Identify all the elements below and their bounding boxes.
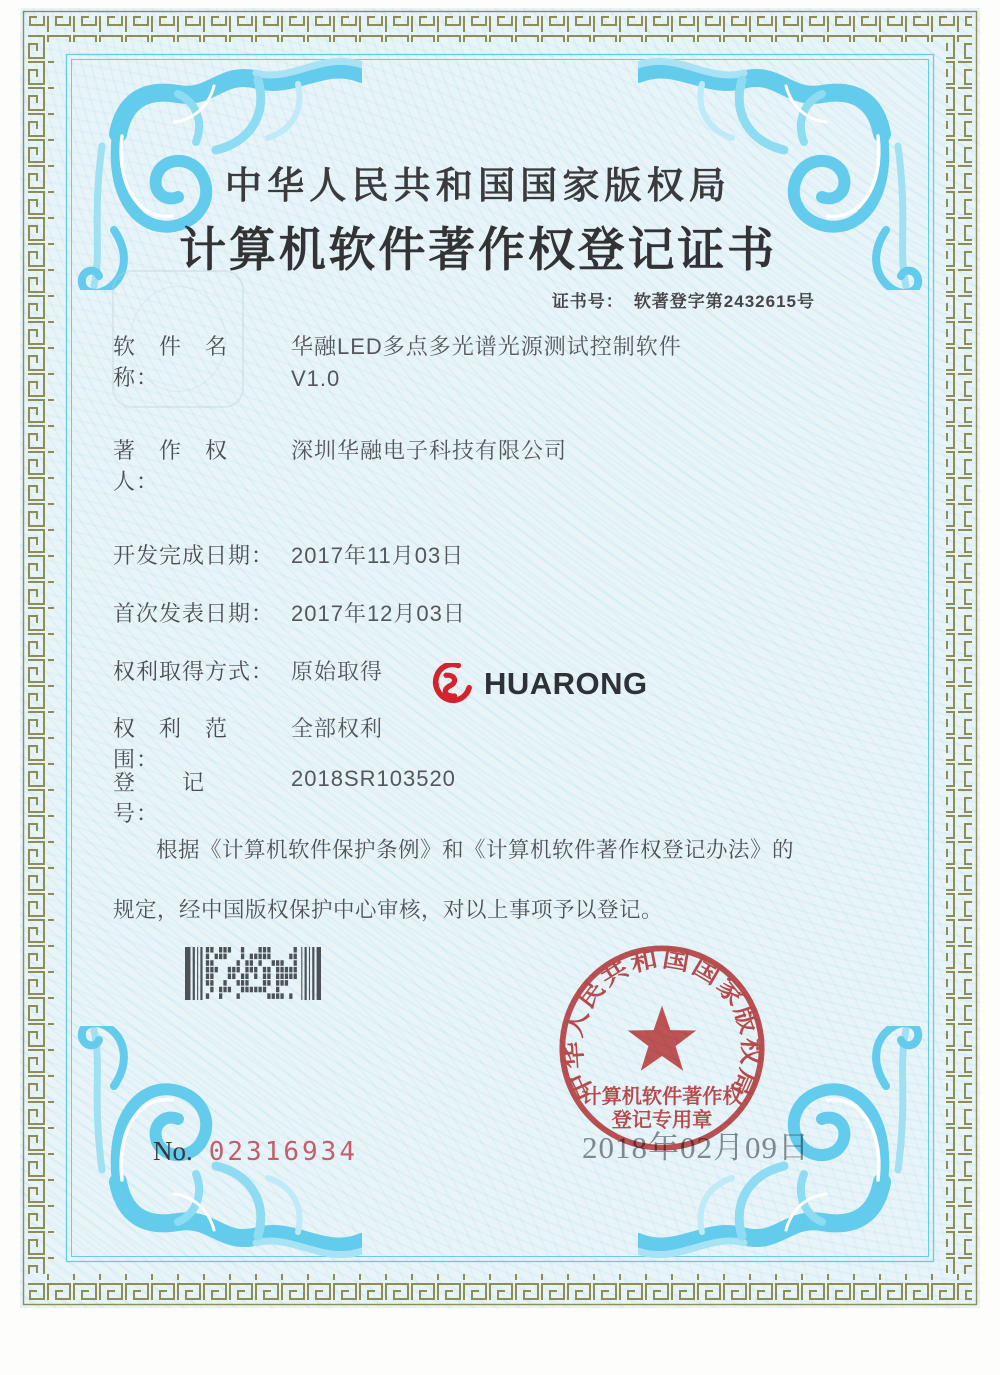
huarong-logo [429, 663, 648, 705]
registration-statement [113, 833, 895, 924]
field-label: 软 件 名 称： [113, 334, 252, 390]
serial-number-line [153, 1136, 358, 1167]
field-value: 深圳华融电子科技有限公司 [291, 438, 568, 463]
field-value: 全部权利 [291, 716, 384, 741]
statement-line-1: 根据《计算机软件保护条例》和《计算机软件著作权登记办法》的 [156, 838, 795, 862]
field-software-version: V1.0 [291, 366, 341, 391]
field-label: 登 记 号： [113, 770, 252, 826]
serial-number: 02316934 [208, 1137, 358, 1167]
seal-star-icon [628, 1006, 696, 1071]
seal-text-line-2: 登记专用章 [611, 1109, 713, 1132]
certificate-number-line [552, 287, 815, 312]
field-label: 著 作 权 人： [113, 438, 252, 494]
field-label: 权 利 范 围： [113, 716, 252, 772]
field-software-name [113, 330, 682, 392]
field-value: 华融LED多点多光谱光源测试控制软件 [291, 334, 682, 359]
field-value: 2018SR103520 [291, 766, 456, 791]
field-development-completed-date [113, 539, 464, 570]
certificate-title: 计算机软件著作权登记证书 [179, 223, 777, 278]
huarong-logo-text: HUARONG [484, 666, 648, 701]
field-rights-scope [113, 712, 383, 774]
seal-ring-text: 中华人民共和国国家版权局 [559, 945, 765, 1104]
authority-title: 中华人民共和国国家版权局 [224, 163, 732, 207]
field-value: 2017年12月03日 [291, 601, 466, 626]
field-registration-number [113, 766, 456, 828]
greek-key-border-bottom [28, 1274, 972, 1300]
seal-text-line-1: 计算机软件著作权 [581, 1086, 743, 1109]
field-label: 开发完成日期： [113, 543, 275, 568]
certificate-number-value: 软著登字第2432615号 [633, 292, 815, 311]
greek-key-border-top [28, 16, 972, 42]
field-copyright-owner [113, 434, 567, 496]
statement-line-2: 规定，经中国版权保护中心审核，对以上事项予以登记。 [113, 898, 664, 922]
serial-prefix: No. [153, 1136, 193, 1166]
field-label: 首次发表日期： [113, 601, 275, 626]
huarong-swirl-icon [429, 663, 477, 705]
field-value: 2017年11月03日 [291, 543, 465, 568]
barcode [185, 947, 321, 1000]
seal-date: 2018年02月09日 [582, 1130, 810, 1165]
field-rights-acquisition-method [113, 655, 383, 686]
certificate-number-label: 证书号： [551, 292, 624, 311]
field-value: 原始取得 [291, 659, 384, 684]
field-first-publication-date [113, 597, 466, 628]
field-label: 权利取得方式： [113, 659, 275, 684]
